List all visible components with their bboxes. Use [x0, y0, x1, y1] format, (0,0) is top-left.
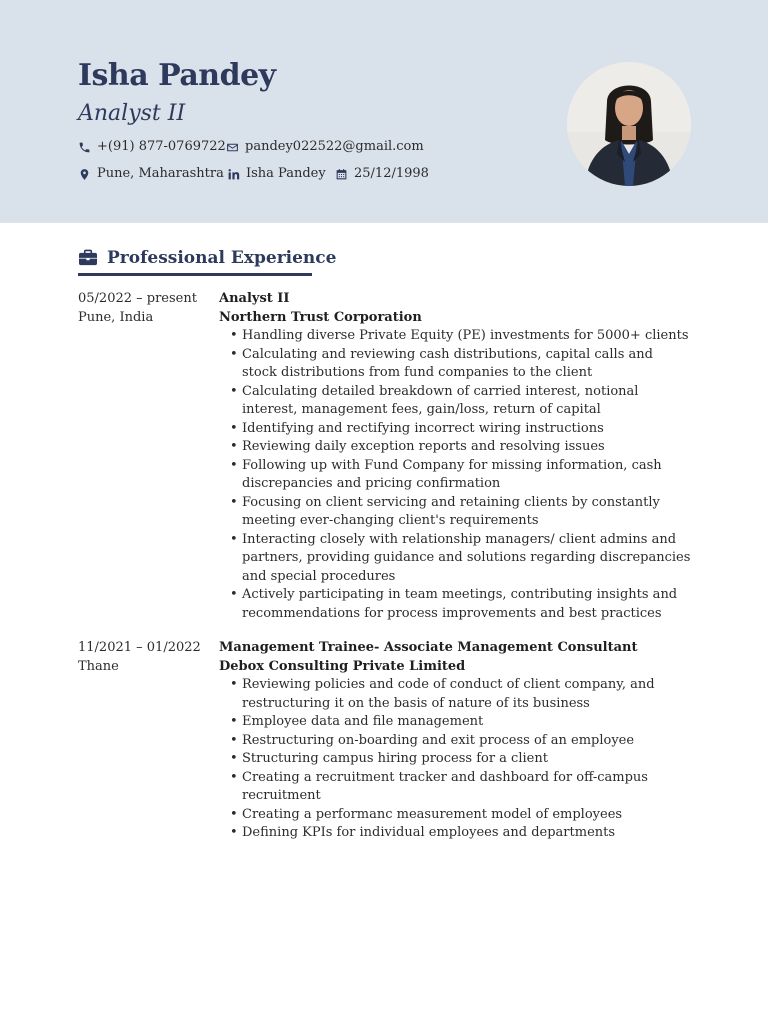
bullet-text: Handling diverse Private Equity (PE) investments for 5000+ clients	[242, 328, 689, 343]
contact-location	[78, 165, 224, 183]
entry-bullets	[219, 676, 691, 843]
entry-company: Northern Trust Corporation	[219, 309, 422, 325]
bullet-item: • Identifying and rectifying incorrect wiring instructions	[230, 420, 604, 436]
bullet-text: Focusing on client servicing and retaining clients by constantly meeting ever-changing client's requirements	[242, 494, 660, 528]
bullet-text: Reviewing daily exception reports and resolving issues	[242, 439, 605, 454]
email-text: pandey022522@gmail.com	[245, 139, 424, 154]
bullet-text: Calculating detailed breakdown of carried interest, notional interest, management fees, gain/loss, return of capital	[242, 383, 639, 417]
bullet-text: Structuring campus hiring process for a client	[242, 751, 548, 766]
briefcase-icon	[78, 248, 98, 268]
entry-bullets	[219, 327, 691, 623]
bullet-item: • Calculating detailed breakdown of carried interest, notional interest, management fees, gain/loss, return of capital	[230, 383, 639, 417]
entry-meta	[78, 639, 208, 676]
experience-section-heading	[78, 246, 337, 276]
contact-phone	[78, 138, 226, 156]
bullet-item: • Reviewing policies and code of conduct of client company, and restructuring it on the basis of nature of its business	[230, 677, 655, 711]
bullet-text: Interacting closely with relationship managers/ client admins and partners, providing guidance and solutions regarding discrepancies and special procedures	[242, 531, 691, 584]
bullet-item: • Focusing on client servicing and retaining clients by constantly meeting ever-changing client's requirements	[230, 494, 660, 528]
linkedin-text: Isha Pandey	[246, 166, 326, 181]
email-icon	[226, 141, 239, 154]
job-title-subtitle: Analyst II	[78, 101, 186, 126]
bullet-text: Reviewing policies and code of conduct of client company, and restructuring it on the basis of nature of its business	[242, 677, 655, 711]
profile-photo	[567, 62, 691, 186]
entry-job-title: Management Trainee- Associate Management Consultant	[219, 640, 638, 655]
bullet-text: Employee data and file management	[242, 714, 484, 729]
bullet-item: • Creating a performanc measurement model of employees	[230, 806, 623, 822]
bullet-item: • Calculating and reviewing cash distributions, capital calls and stock distributions from fund companies to the client	[230, 346, 653, 380]
bullet-item: • Creating a recruitment tracker and dashboard for off-campus recruitment	[230, 769, 648, 803]
resume-header	[0, 0, 768, 223]
bullet-text: Actively participating in team meetings, contributing insights and recommendations for process improvements and best practices	[242, 587, 678, 621]
bullet-item: • Interacting closely with relationship managers/ client admins and partners, providing guidance and solutions regarding discrepancies and special procedures	[230, 531, 691, 584]
entry-location: Thane	[78, 658, 119, 674]
entry-location: Pune, India	[78, 309, 154, 325]
location-text: Pune, Maharashtra	[97, 166, 224, 181]
bullet-item: • Handling diverse Private Equity (PE) investments for 5000+ clients	[230, 328, 689, 343]
bullet-text: Creating a recruitment tracker and dashboard for off-campus recruitment	[242, 769, 648, 803]
bullet-text: Creating a performanc measurement model of employees	[242, 806, 623, 822]
section-title: Professional Experience	[107, 248, 337, 268]
bullet-text: Restructuring on-boarding and exit process of an employee	[242, 732, 635, 748]
bullet-item: • Employee data and file management	[230, 714, 484, 729]
entry-meta	[78, 290, 208, 327]
bullet-item: • Restructuring on-boarding and exit process of an employee	[230, 732, 635, 748]
entry-job-title: Analyst II	[219, 291, 290, 306]
bullet-item: • Following up with Fund Company for missing information, cash discrepancies and pricing confirmation	[230, 457, 662, 491]
bullet-item: • Structuring campus hiring process for a client	[230, 751, 548, 766]
entry-body	[219, 639, 691, 843]
entry-company: Debox Consulting Private Limited	[219, 658, 466, 674]
entry-body	[219, 290, 691, 623]
bullet-text: Calculating and reviewing cash distributions, capital calls and stock distributions from fund companies to the client	[242, 346, 653, 380]
dob-text: 25/12/1998	[354, 166, 429, 181]
entry-dates: 05/2022 – present	[78, 291, 197, 306]
bullet-item: • Defining KPIs for individual employees and departments	[230, 825, 616, 840]
bullet-text: Identifying and rectifying incorrect wiring instructions	[242, 420, 604, 436]
contact-email	[226, 138, 424, 156]
phone-text: +(91) 877-0769722	[97, 139, 226, 154]
calendar-icon	[335, 168, 348, 181]
contact-linkedin	[227, 165, 326, 183]
linkedin-icon	[227, 168, 240, 181]
person-name: Isha Pandey	[78, 58, 276, 93]
bullet-text: Following up with Fund Company for missing information, cash discrepancies and pricing confirmation	[242, 457, 662, 491]
entry-dates: 11/2021 – 01/2022	[78, 640, 201, 655]
phone-icon	[78, 141, 91, 154]
contact-dob	[335, 165, 429, 183]
bullet-item: • Actively participating in team meetings, contributing insights and recommendations for process improvements and best practices	[230, 587, 678, 621]
bullet-text: Defining KPIs for individual employees and departments	[242, 825, 616, 840]
location-icon	[78, 168, 91, 181]
bullet-item: • Reviewing daily exception reports and resolving issues	[230, 439, 605, 454]
